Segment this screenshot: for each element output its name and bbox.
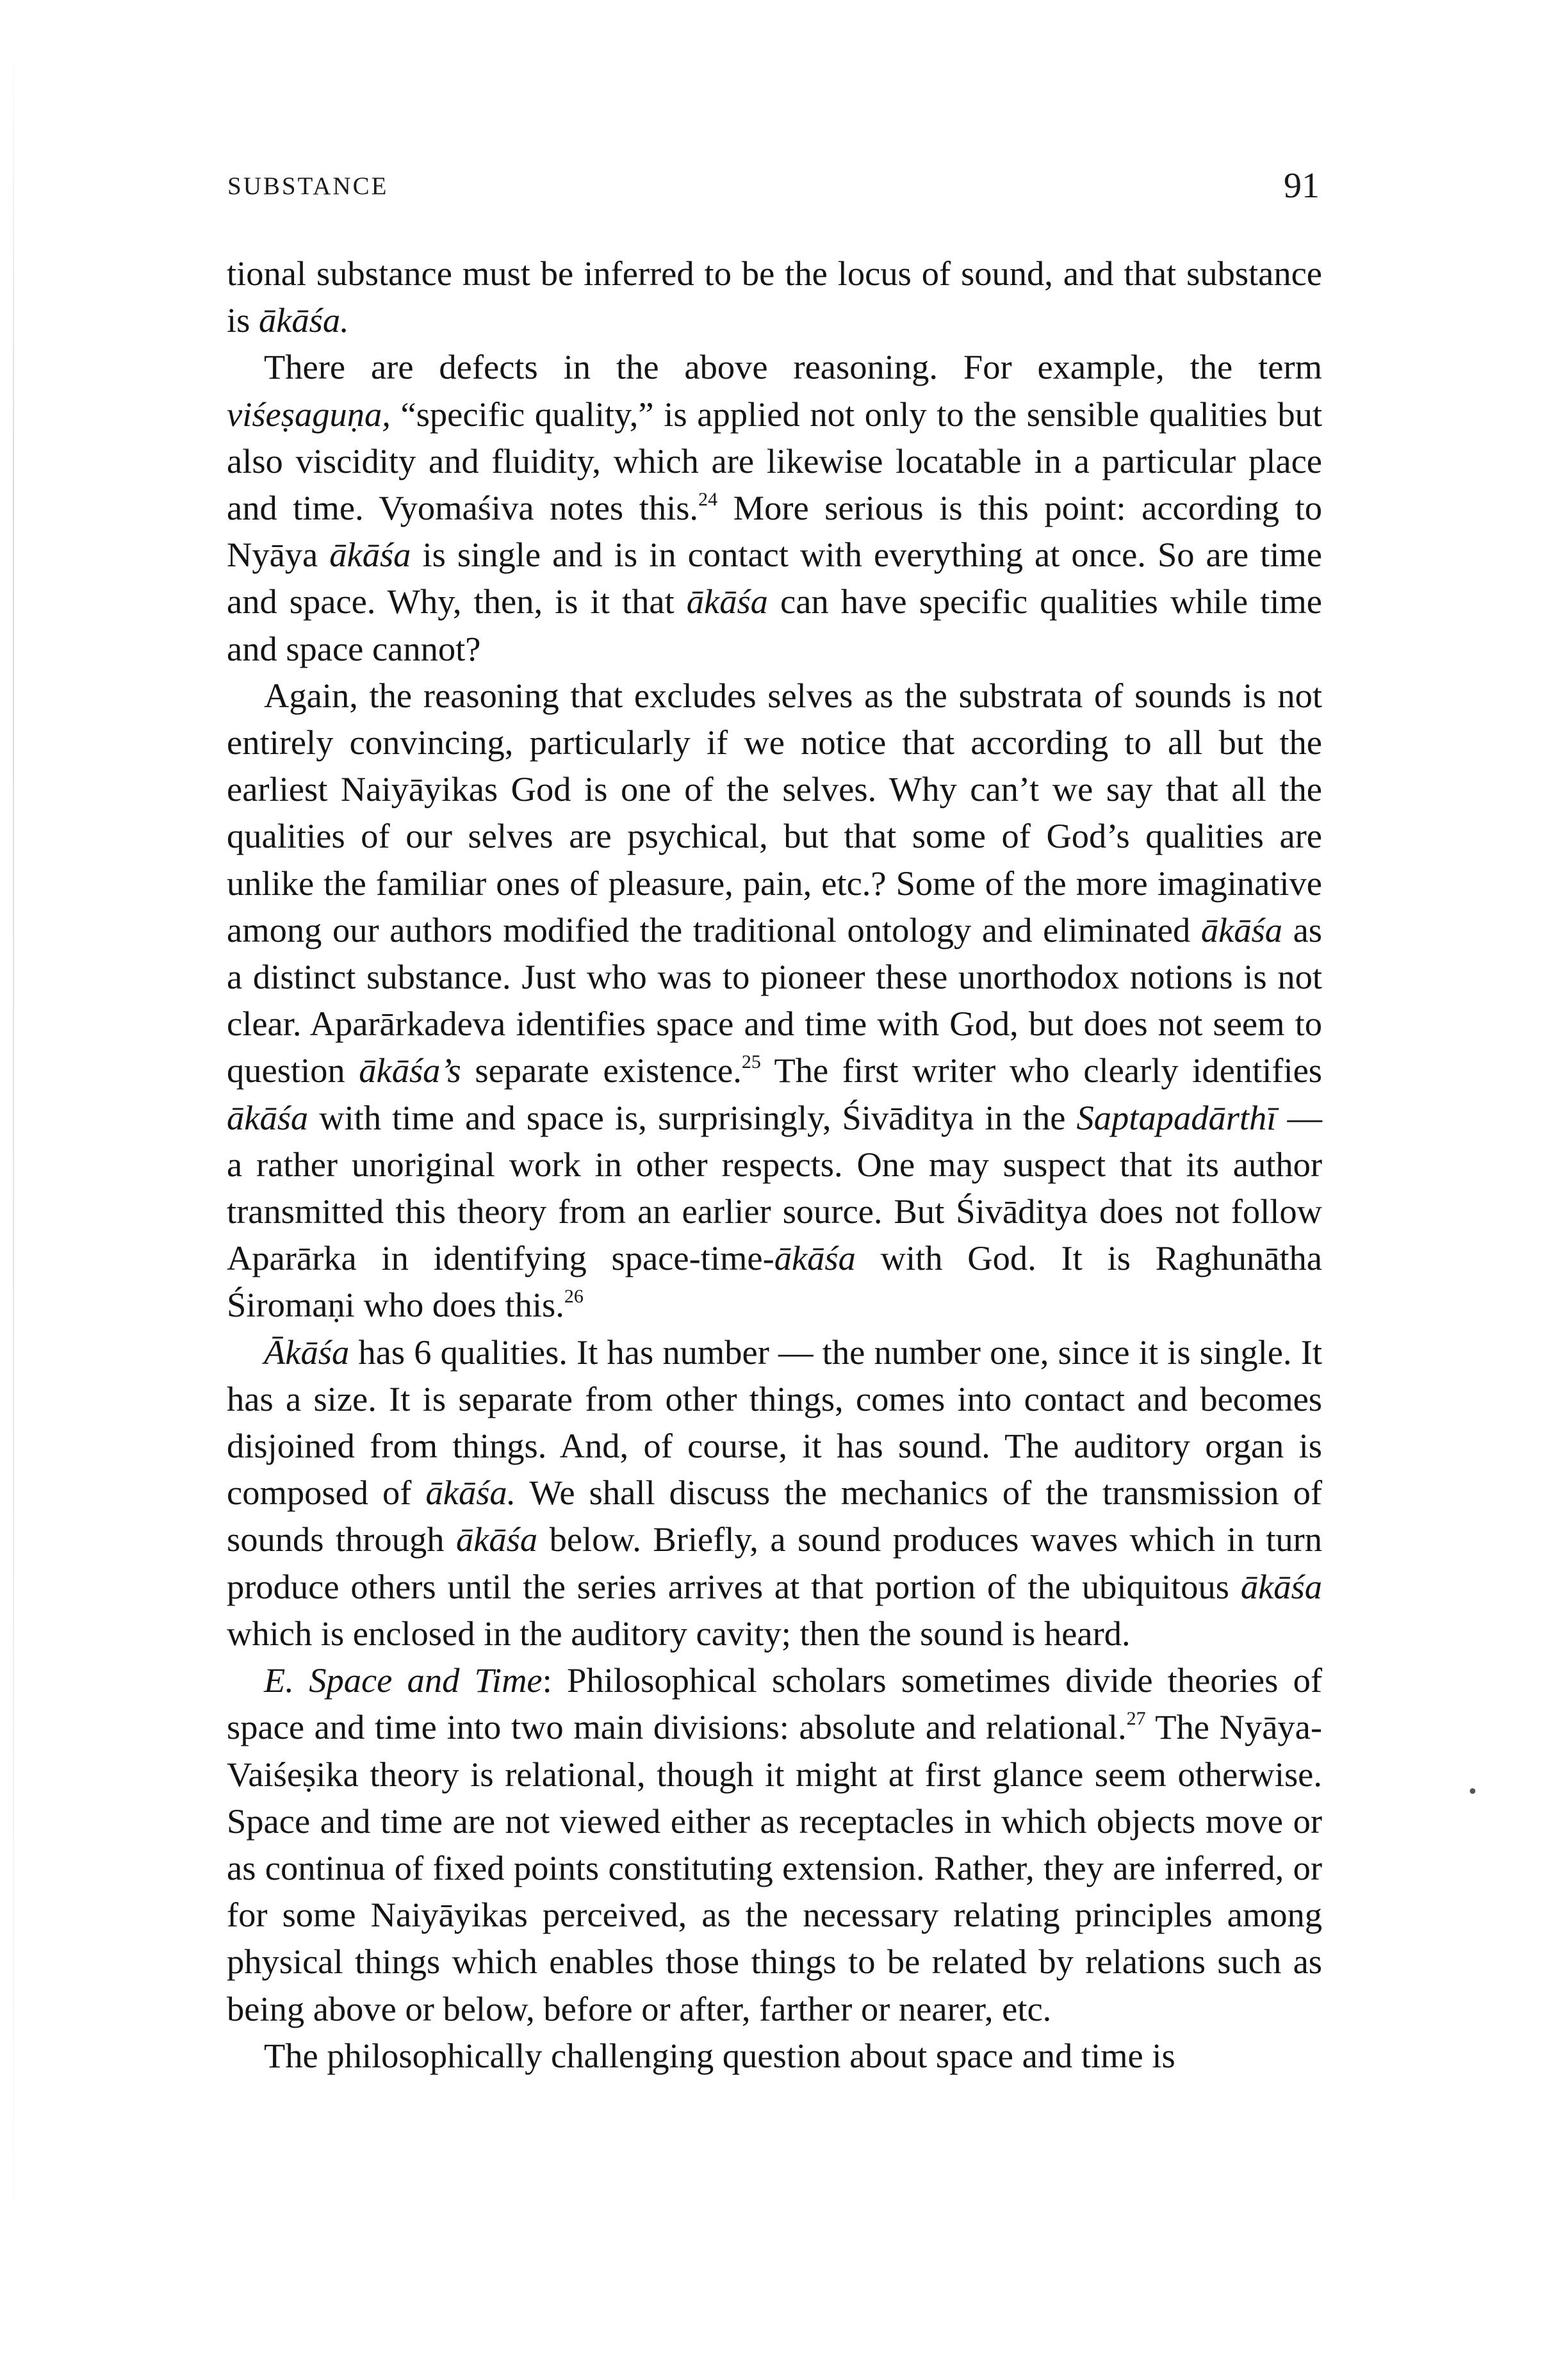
scan-edge-shadow (13, 38, 14, 2281)
italic-term: ākāśa. (258, 300, 349, 340)
text-run: : Philosophical scholars sometimes divide theories of space and time into two main divisions: absolute and relational. (227, 1661, 1322, 1747)
italic-term: E. Space and Time (264, 1661, 543, 1700)
italic-term: ākāśa (774, 1238, 856, 1278)
text-run: More serious is this point: according to Nyāya (227, 488, 1322, 575)
text-run: The Nyāya-Vaiśeṣika theory is relational, though it might at first glance seem otherwise. Space and time are not viewed either as receptacles in which objects move or as continua of fixed points constituting extension. Rather, they are inferred, or for some Naiyāyikas perceived, as the necessary relating principles among physical things which enables those things to be related by relations such as being above or below, before or after, farther or nearer, etc. (227, 1707, 1322, 2028)
paragraph-1 (227, 250, 1322, 343)
margin-dot-mark: • (1467, 1781, 1478, 1803)
italic-term: ākāśa. (425, 1473, 516, 1513)
italic-term: ākāśa (1200, 910, 1282, 949)
paragraph-5 (227, 1657, 1322, 2032)
text-run: which is enclosed in the auditory cavity; then the sound is heard. (227, 1613, 1131, 1653)
paragraph-6 (227, 2032, 1322, 2079)
italic-term: ākāśa (1240, 1566, 1322, 1606)
text-run: There are defects in the above reasoning. For example, the term (264, 347, 1322, 387)
text-run: Again, the reasoning that excludes selves as the substrata of sounds is not entirely convincing, particularly if we notice that according to all but the earliest Naiyāyikas God is one of the selves. Why can’t we say that all the qualities of our selves are psychical, but that some of God’s qualities are unlike the familiar ones of pleasure, pain, etc.? Some of the more imaginative among our authors modified the traditional ontology and eliminated (227, 675, 1322, 949)
running-head: SUBSTANCE (227, 172, 389, 200)
footnote-ref: 24 (698, 489, 718, 511)
text-run: below. Briefly, a sound produces waves which in turn produce others until the series arrives at that portion of the ubiquitous (227, 1520, 1322, 1606)
paragraph-3 (227, 672, 1322, 1329)
italic-term: ākāśa (227, 1097, 309, 1137)
text-run: can have specific qualities while time and space cannot? (227, 582, 1323, 668)
text-run: The philosophically challenging question about space and time is (264, 2035, 1175, 2075)
paragraph-2 (227, 343, 1322, 671)
body-text (227, 250, 1322, 2079)
italic-term: ākāśa (455, 1520, 538, 1559)
text-run: We shall discuss the mechanics of the transmission of sounds through (227, 1473, 1322, 1559)
italic-term: ākāśa (329, 535, 411, 575)
text-run: “specific quality,” is applied not only to the sensible qualities but also viscidity and fluidity, which are likewise locatable in a particular place and time. Vyomaśiva notes this. (227, 394, 1322, 528)
text-run: — a rather unoriginal work in other respects. One may suspect that its author transmitted this theory from an earlier source. But Śivāditya does not follow Aparārka in identifying space-time- (227, 1097, 1322, 1278)
footnote-ref: 25 (741, 1051, 761, 1073)
page-number: 91 (1284, 166, 1320, 206)
italic-term: Saptapadārthī (1076, 1097, 1277, 1137)
italic-term: ākāśa (686, 582, 768, 621)
footnote-ref: 26 (564, 1286, 584, 1308)
italic-term: viśeṣaguṇa, (227, 394, 391, 434)
italic-term: ākāśa’s (359, 1051, 461, 1090)
text-run: The first writer who clearly identifies (760, 1051, 1322, 1090)
text-run: separate existence. (461, 1051, 742, 1090)
paragraph-4 (227, 1329, 1322, 1657)
text-run: as a distinct substance. Just who was to pioneer these unorthodox notions is not clear. Aparārkadeva identifies space and time with God, but does not seem to question (227, 910, 1322, 1090)
text-run: is single and is in contact with everything at once. So are time and space. Why, then, is it that (227, 535, 1322, 621)
footnote-ref: 27 (1126, 1708, 1146, 1730)
text-run: tional substance must be inferred to be the locus of sound, and that substance is (227, 254, 1322, 340)
text-run: has 6 qualities. It has number — the number one, since it is single. It has a size. It is separate from other things, comes into contact and becomes disjoined from things. And, of course, it has sound. The auditory organ is composed of (227, 1332, 1322, 1513)
italic-term: Ākāśa (264, 1332, 350, 1372)
text-run: with God. It is Raghunātha Śiromaṇi who does this. (227, 1238, 1322, 1325)
text-run: with time and space is, surprisingly, Śivāditya in the (308, 1097, 1077, 1137)
